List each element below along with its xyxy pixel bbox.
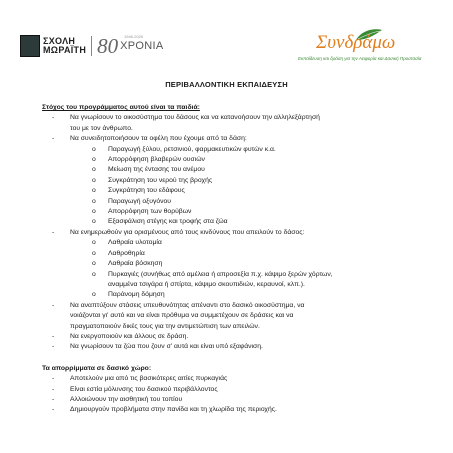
anniversary-years: 1946-2026 bbox=[124, 34, 144, 39]
list-item-continuation: πραγματοποιούν δικές τους για την αντιμετώπιση των απειλών. bbox=[70, 322, 260, 330]
sub-list-item: o Λαθραία βόσκηση bbox=[92, 260, 163, 268]
sub-list-item: o Λαθροθηρία bbox=[92, 249, 145, 257]
sub-list-item: o Εξασφάλιση στέγης και τροφής στα ζώα bbox=[92, 218, 228, 226]
school-emblem-icon bbox=[20, 35, 40, 57]
list-item: - Αποτελούν μια από τις βασικότερες αιτίες πυρκαγιάς bbox=[52, 375, 228, 383]
list-item: - Να αναπτύξουν στάσεις υπευθυνότητας απέναντι στο δασικό οικοσύστημα, να bbox=[52, 301, 305, 309]
page-title: ΠΕΡΙΒΑΛΛΟΝΤΙΚΗ ΕΚΠΑΙΔΕΥΣΗ bbox=[165, 80, 288, 89]
section-heading: Τα απορρίμματα σε δασικό χώρο: bbox=[42, 364, 152, 372]
list-item: - Είναι εστία μόλυνσης του δασικού περιβάλλοντος bbox=[52, 385, 218, 393]
list-item: - Δημιουργούν προβλήματα στην πανίδα και τη χλωρίδα της περιοχής. bbox=[52, 406, 277, 414]
list-item: - Αλλοιώνουν την αισθητική του τοπίου bbox=[52, 395, 183, 403]
list-item-continuation: του με τον άνθρωπο. bbox=[70, 124, 133, 132]
sub-list-item: o Πυρκαγιές (συνήθως από αμέλεια ή απροσεξία π.χ. κάψιμο ξερών χόρτων, bbox=[92, 270, 333, 278]
header bbox=[12, 32, 442, 62]
anniversary-word: ΧΡΟΝΙΑ bbox=[120, 40, 164, 52]
sub-list-item: o Μείωση της έντασης του ανέμου bbox=[92, 166, 205, 174]
list-item: - Να γνωρίσουν τα ζώα που ζουν σ' αυτά και είναι υπό εξαφάνιση. bbox=[52, 343, 263, 351]
partner-logo bbox=[298, 26, 448, 66]
partner-tagline: Εκπαίδευση και δράση για την Αειφορία και Δασική Προστασία bbox=[298, 56, 422, 61]
logo-divider bbox=[91, 36, 92, 56]
sub-list-item-continuation: αναμμένα τσιγάρα ή σπίρτα, κάψιμο σκουπιδιών, κεραυνοί, κλπ.). bbox=[108, 280, 305, 288]
section-gap bbox=[42, 353, 417, 364]
school-name-line2: ΜΩΡΑΪΤΗ bbox=[43, 45, 87, 55]
list-item-continuation: νοιάζονται γι' αυτό και να είναι πρόθυμα να συμμετέχουν σε δράσεις και να bbox=[70, 312, 294, 320]
sub-list-item: o Απορρόφηση των θορύβων bbox=[92, 208, 192, 216]
document-body bbox=[42, 103, 417, 416]
partner-logo-text: Συνδράμω bbox=[316, 32, 396, 53]
anniversary-number: 80 bbox=[97, 34, 119, 58]
school-name-line1: ΣΧΟΛΗ bbox=[43, 36, 76, 46]
sub-list-item: o Απορρόφηση βλαβερών ουσιών bbox=[92, 156, 205, 164]
list-item: - Να ενημερωθούν για ορισμένους από τους κινδύνους που απειλούν το δάσος: bbox=[52, 228, 305, 236]
section-heading: Στόχος του προγράμματος αυτού είναι τα παιδιά: bbox=[42, 104, 200, 111]
list-item: - Να γνωρίσουν το οικοσύστημα του δάσους και να κατανοήσουν την αλληλεξάρτησή bbox=[52, 114, 320, 122]
sub-list-item: o Παραγωγή οξυγόνου bbox=[92, 197, 172, 205]
list-item: - Να συνειδητοποιήσουν τα οφέλη που έχουμε από τα δάση: bbox=[52, 135, 247, 143]
school-logo bbox=[20, 34, 164, 58]
sub-list-item: o Παραγωγή ξύλου, ρετσινιού, φαρμακευτικών φυτών κ.α. bbox=[92, 145, 276, 153]
sub-list-item: o Λαθραία υλοτομία bbox=[92, 239, 162, 247]
sub-list-item: o Συγκράτηση του νερού της βροχής bbox=[92, 176, 213, 184]
sub-list-item: o Συγκράτηση του εδάφους bbox=[92, 187, 185, 195]
sub-list-item: o Παράνομη δόμηση bbox=[92, 291, 165, 299]
list-item: - Να ενεργοποιούν και άλλους σε δράση. bbox=[52, 332, 189, 340]
